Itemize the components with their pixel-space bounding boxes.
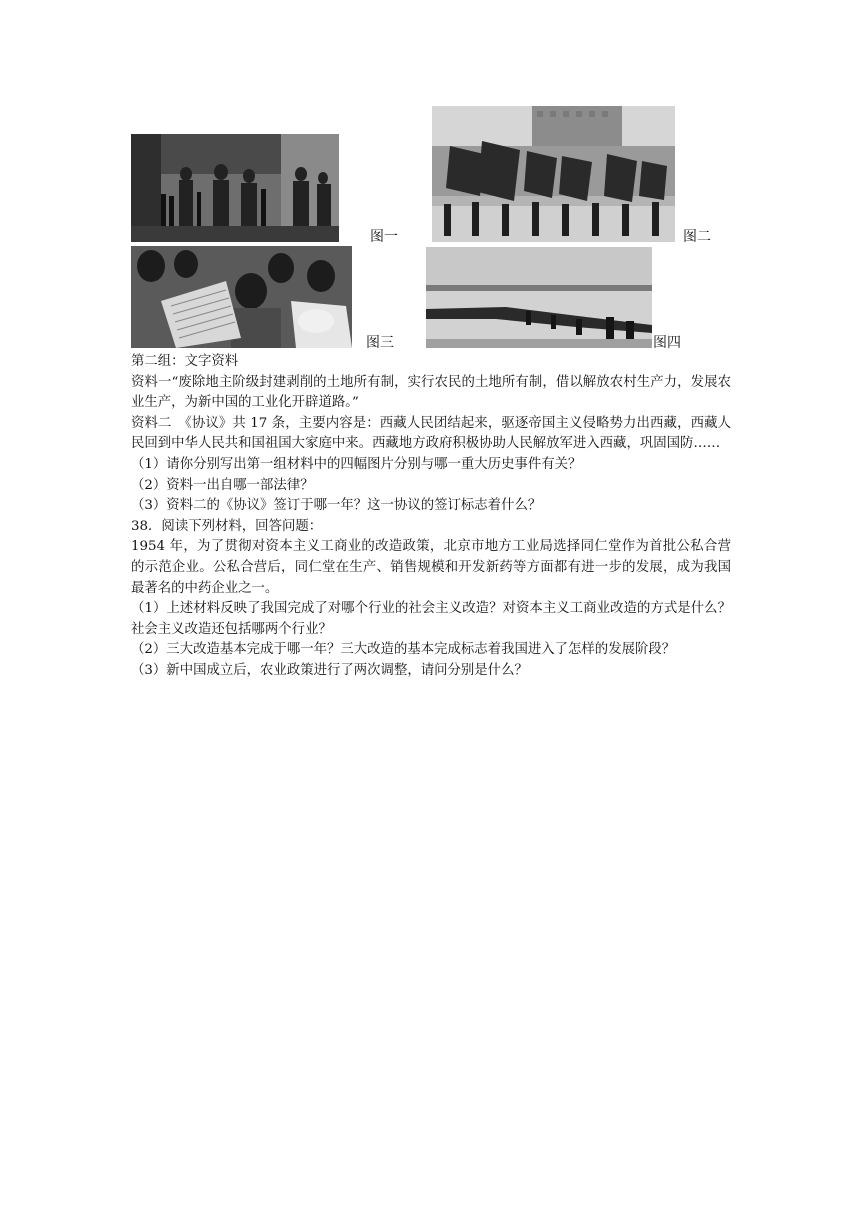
question-38-material: 1954 年，为了贯彻对资本主义工商业的改造政策，北京市地方工业局选择同仁堂作为首批公私合营的示范企业。公私合营后，同仁堂在生产、销售规模和开发新药等方面都有进一步的发展，成为我国最著名的中药企业之一。 <box>131 539 731 596</box>
fig4-caption: 图四 <box>653 335 681 351</box>
photo-tibet-march <box>432 106 675 242</box>
photo-founding-ceremony <box>131 134 339 242</box>
photo-river-works <box>426 247 652 348</box>
material-1: 资料一“废除地主阶级封建剥削的土地所有制，实行农民的土地所有制，借以解放农村生产力，发展农业生产，为新中国的工业化开辟道路。” <box>131 374 731 411</box>
question-1: （1）请你分别写出第一组材料中的四幅图片分别与哪一重大历史事件有关？ <box>131 456 582 472</box>
fig1-caption: 图一 <box>370 229 398 245</box>
material-2: 资料二 《协议》共 17 条，主要内容是：西藏人民团结起来，驱逐帝国主义侵略势力出西藏，西藏人民回到中华人民共和国祖国大家庭中来。西藏地方政府积极协助人民解放军进入西藏，巩固国防…… <box>131 415 731 452</box>
question-38-1: （1）上述材料反映了我国完成了对哪个行业的社会主义改造？对资本主义工商业改造的方式是什么？社会主义改造还包括哪两个行业？ <box>131 601 731 637</box>
question-38-3: （3）新中国成立后，农业政策进行了两次调整，请问分别是什么？ <box>131 662 528 678</box>
question-38-title: 38．阅读下列材料，回答问题： <box>131 518 323 534</box>
group2-title: 第二组：文字资料 <box>131 354 239 369</box>
fig3-caption: 图三 <box>366 335 394 351</box>
question-3: （3）资料二的《协议》签订于哪一年？这一协议的签订标志着什么？ <box>131 498 542 514</box>
photo-land-reform <box>131 246 352 348</box>
question-38-2: （2）三大改造基本完成于哪一年？三大改造的基本完成标志着我国进入了怎样的发展阶段？ <box>131 642 676 658</box>
document-body <box>131 352 731 682</box>
fig2-caption: 图二 <box>683 229 711 245</box>
question-2: （2）资料一出自哪一部法律？ <box>131 477 314 493</box>
